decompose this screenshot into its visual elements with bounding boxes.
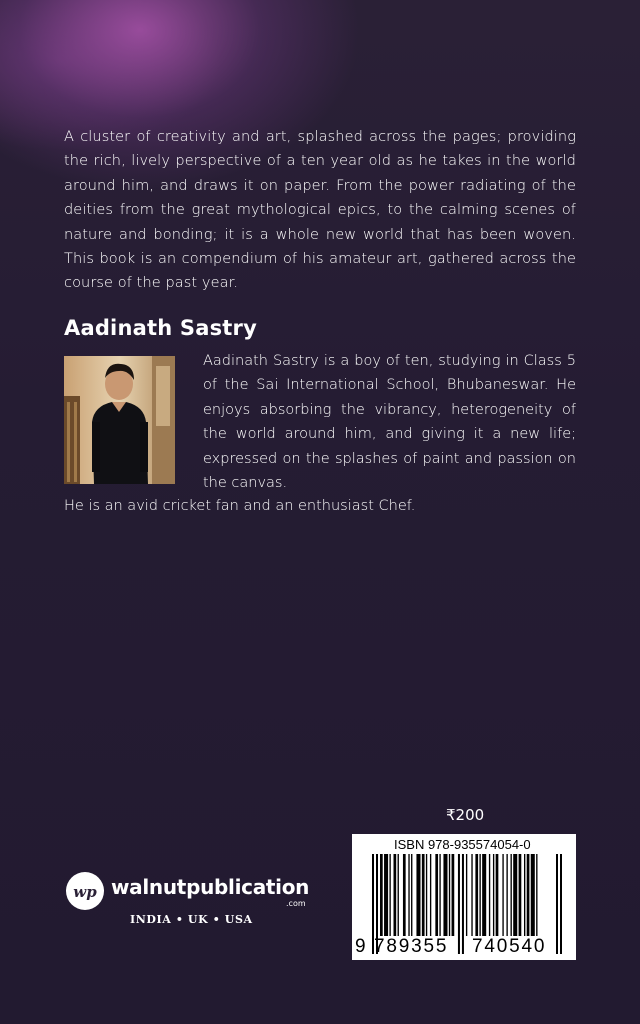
barcode-bar — [408, 854, 409, 936]
price-label: ₹200 — [446, 806, 485, 824]
barcode-bar — [536, 854, 537, 936]
barcode-bar — [430, 854, 431, 936]
barcode-bar — [493, 854, 494, 936]
barcode-bar — [519, 854, 522, 936]
barcode-bar — [439, 854, 440, 936]
publisher-brand — [66, 870, 326, 930]
barcode-bar — [531, 854, 535, 936]
author-name-heading: Aadinath Sastry — [64, 316, 257, 340]
author-extra-line: He is an avid cricket fan and an enthusiast Chef. — [64, 498, 416, 514]
barcode-bar — [479, 854, 480, 936]
publisher-countries: INDIA • UK • USA — [130, 913, 253, 926]
barcode-bar — [527, 854, 530, 936]
barcode-digits-left: 789355 — [374, 936, 449, 957]
barcode-bar — [471, 854, 472, 936]
logo-monogram: wp — [73, 883, 97, 901]
barcode-bar — [411, 854, 412, 936]
publisher-name: walnutpublication — [111, 875, 310, 899]
barcode-bar — [449, 854, 450, 936]
barcode-bar — [435, 854, 438, 936]
barcode-bar — [513, 854, 517, 936]
barcode-bar — [384, 854, 388, 936]
barcode-bar — [398, 854, 399, 936]
author-portrait-image — [64, 356, 175, 484]
barcode-bar — [443, 854, 447, 936]
barcode-bar — [502, 854, 503, 936]
barcode-bar — [496, 854, 499, 936]
barcode-bar — [380, 854, 383, 936]
publisher-domain: .com — [286, 899, 306, 908]
barcode-bar — [389, 854, 390, 936]
barcode-bar — [475, 854, 478, 936]
isbn-barcode — [352, 834, 576, 960]
barcode-bar — [524, 854, 525, 936]
barcode-bar — [394, 854, 397, 936]
barcode-bar — [416, 854, 420, 936]
barcode-bar — [482, 854, 486, 936]
back-cover-blurb: A cluster of creativity and art, splashed across the pages; providing the rich, lively perspective of a ten year old as he takes in the world around him, and draws it on paper. From the power radiating of the deities from the great mythological epics, to the calming scenes of nature and bonding; it is a whole new world that has been woven. This book is an compendium of his amateur art, gathered across the course of the past year. — [64, 129, 576, 292]
barcode-bar — [466, 854, 467, 936]
barcode-bar — [506, 854, 507, 936]
barcode-bar — [452, 854, 455, 936]
barcode-digit-first: 9 — [355, 936, 366, 957]
barcode-digits-right: 740540 — [472, 936, 547, 957]
isbn-label: ISBN 978-935574054-0 — [394, 837, 531, 852]
barcode-bar — [511, 854, 512, 936]
barcode-bar — [489, 854, 490, 936]
author-bio: Aadinath Sastry is a boy of ten, studying in Class 5 of the Sai International School, Bhubaneswar. He enjoys absorbing the vibrancy, heterogeneity of the world around him, and giving it a new life; expressed on the splashes of paint and passion on the canvas. — [203, 353, 576, 492]
barcode-digits — [352, 936, 576, 958]
barcode-bar — [422, 854, 425, 936]
walnut-logo-icon — [66, 872, 104, 910]
barcode-bar — [403, 854, 406, 936]
barcode-bar — [426, 854, 427, 936]
author-photo — [64, 356, 175, 484]
